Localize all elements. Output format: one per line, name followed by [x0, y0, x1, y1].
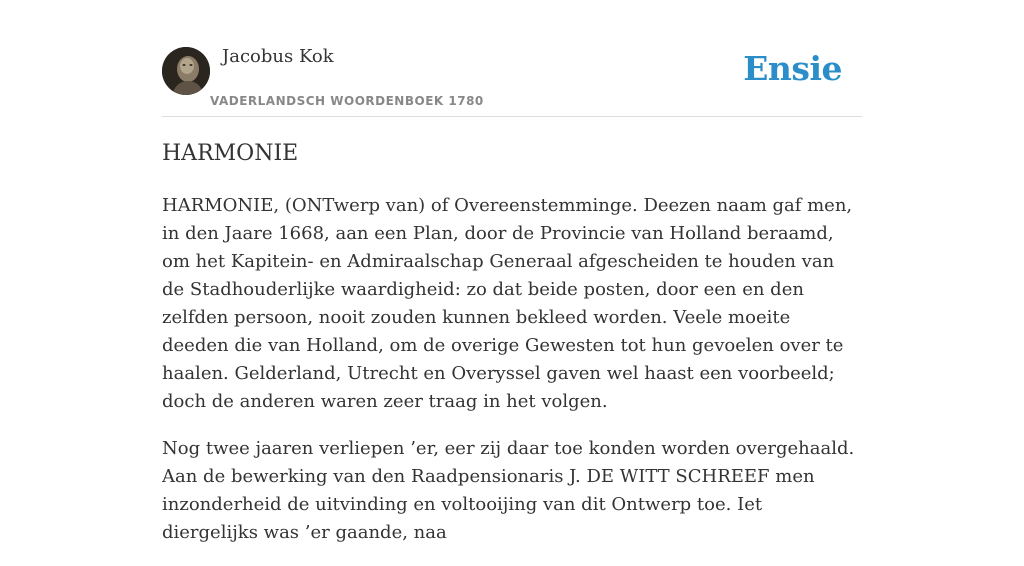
paragraph: HARMONIE, (ONTwerp van) of Overeenstemminge. Deezen naam gaf men, in den Jaare 1668, aan een Plan, door de Provincie van Holland beraamd, om het Kapitein- en Admiraalschap Generaal afgescheiden te houden van de Stadhouderlijke waardigheid: zo dat beide posten, door een en den zelfden persoon, nooit zouden kunnen bekleed worden. Veele moeite deeden die van Holland, om de overige Gewesten tot hun gevoelen over te haalen. Gelderland, Utrecht en Overyssel gaven wel haast een voorbeeld; doch de anderen waren zeer traag in het volgen.: [162, 195, 853, 412]
ensie-logo[interactable]: Ensie: [743, 49, 842, 88]
page: [162, 0, 862, 543]
author-avatar[interactable]: [162, 47, 210, 95]
article-body: [162, 192, 862, 566]
page-title: HARMONIE: [162, 141, 299, 166]
paragraph: Nog twee jaaren verliepen ’er, eer zij daar toe konden worden overgehaald. Aan de bewerking van den Raadpensionaris J. DE WITT SCHREEF men inzonderheid de uitvinding en voltooijing van dit Ontwerp toe. Iet diergelijks was ’er gaande, naa: [162, 438, 855, 543]
header: [162, 0, 862, 117]
portrait-icon: [162, 47, 210, 95]
source-label[interactable]: VADERLANDSCH WOORDENBOEK 1780: [210, 94, 484, 108]
author-name[interactable]: Jacobus Kok: [222, 46, 334, 67]
